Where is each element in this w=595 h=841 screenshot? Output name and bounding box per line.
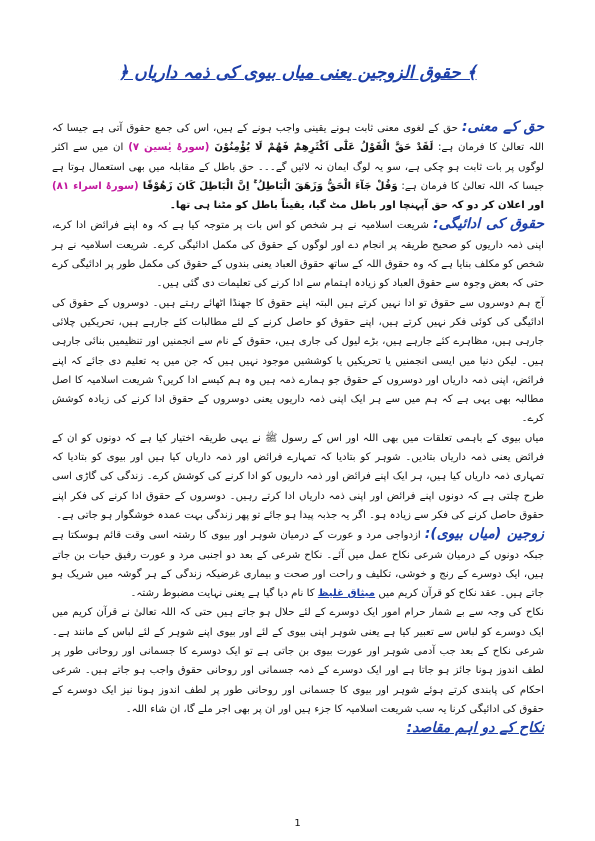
- paragraph-demands: آج ہم دوسروں سے حقوق تو ادا نہیں کرتے ہیں البتہ اپنے حقوق کا جھنڈا اٹھائے رہتے ہیں۔ دوسروں کے حقوق کی ادائیگی کی کوئی فکر نہیں کرتے ہیں، اپنے حقوق کو حاصل کرنے کے لئے مطالبات کئے جارہے ہیں، تحریکیں چلائی جارہی ہیں، مظاہرے کئے جارہے ہیں، بڑے لیول کی جاری ہیں، حقوق کے نام سے انجمنیں اور تنظیمیں بنائی جارہی ہیں۔ لیکن دنیا میں ایسی انجمنیں یا تحریکیں یا کوششیں موجود نہیں ہیں کہ جن میں یہ تعلیم دی جائے کہ اپنے فرائض، اپنی ذمہ داریاں اور دوسروں کے حقوق جو ہمارے ذمہ ہیں وہ ہم کیسے ادا کریں؟ شریعت اسلامیہ کا اصل مطالبہ بھی یہی ہے کہ ہم میں سے ہر ایک اپنی ذمہ داریوں یعنی دوسروں کے حقوق ادا کرنے کی زیادہ کوشش کرے۔: [52, 297, 544, 425]
- paragraph-text: شریعت اسلامیہ نے ہر شخص کو اس بات پر متوجہ کیا ہے کہ وہ اپنے فرائض ادا کرے، اپنی ذمہ داریوں کو صحیح طریقہ پر انجام دے اور لوگوں کے حقوق کی مکمل ادائیگی کرے۔ شریعت اسلامیہ نے ہر شخص کو مکلف بنایا ہے کہ وہ حقوق اللہ کے ساتھ حقوق العباد یعنی بندوں کے حقوق کی مکمل طور پر ادائیگی کرے حتی کہ بعض وجوہ سے حقوق العباد کو زیادہ اہتمام سے ادا کرنے کی تعلیمات دی گئی ہیں۔: [52, 220, 544, 290]
- heading-purposes-of-nikah: نکاح کے دو اہم مقاصد:: [406, 720, 544, 737]
- page-number: 1: [294, 818, 301, 829]
- verse-reference: (سورۂ اسراء ۸۱): [52, 180, 143, 192]
- paragraph-text: اور اعلان کر دو کہ حق آپہنچا اور باطل مٹ گیا، یقیناً باطل کو مٹنا ہی تھا۔: [169, 200, 544, 212]
- quran-verse: لَقَدْ حَقَّ الْقَوْلُ عَلٰٓى اَكْثَرِهِمْ فَهُمْ لَا يُؤْمِنُوْنَ: [214, 142, 434, 154]
- heading-spouses: زوجین (میاں بیوی):: [424, 526, 544, 543]
- paragraph-nikah: نکاح کی وجہ سے بے شمار حرام امور ایک دوسرے کے لئے حلال ہو جاتے ہیں حتی کہ اللہ تعالیٰ نے قرآن کریم میں ایک دوسرے کو لباس سے تعبیر کیا ہے یعنی شوہر اپنی بیوی کے لئے اور بیوی اپنے شوہر کے لئے لباس کے مانند ہے۔ شرعی نکاح کے بعد جب آدمی شوہر اور عورت بیوی بن جاتی ہے تو ایک دوسرے کا جسمانی اور روحانی طور پر لطف اندوز ہونا جائز ہو جاتا ہے اور ایک دوسرے کے ذمہ جسمانی اور روحانی حقوق واجب ہو جاتے ہیں۔ شرعی احکام کی پابندی کرتے ہوئے شوہر اور بیوی کا جسمانی اور روحانی طور پر لطف اندوز ہونا نیز ایک دوسرے کے حقوق کی ادائیگی کرنا یہ سب شریعت اسلامیہ کا جزء ہیں اور ان پر بھی اجر ملے گا، ان شاء اللہ۔: [52, 607, 544, 715]
- paragraph-spouse-relations: میاں بیوی کے باہمی تعلقات میں بھی اللہ اور اس کے رسول ﷺ نے یہی طریقہ اختیار کیا ہے کہ دونوں کو ان کے فرائض یعنی ذمہ داریاں بتادیں۔ شوہر کو بتادیا کہ تمہارے فرائض اور ذمہ داریاں کیا ہیں اور بیوی کو بتادیا کہ تمہاری ذمہ داریاں کیا ہیں، ہر ایک اپنے فرائض اور ذمہ داریوں کو ادا کرنے کی کوشش کرے۔ زندگی کی گاڑی اسی طرح چلتی ہے کہ دونوں اپنے فرائض اور اپنی ذمہ داریاں ادا کرتے رہیں۔ دوسروں کے حقوق ادا کرنے کی فکر اپنے حقوق حاصل کرنے کی فکر سے زیادہ ہو۔ اگر یہ جذبہ پیدا ہو جائے تو پھر زندگی بہت عمدہ خوشگوار ہو جاتی ہے۔: [52, 432, 544, 521]
- page-title: ﴾ حقوق الزوجین یعنی میاں بیوی کی ذمہ داریاں ﴿: [118, 63, 477, 83]
- paragraph-meaning-of-haq: [52, 118, 544, 215]
- document-body: [52, 118, 544, 740]
- paragraph-spouses: [52, 525, 544, 603]
- quran-verse: وَقُلْ جَآءَ الْحَقُّ وَزَهَقَ الْبَاطِلُ ۚ اِنَّ الْبَاطِلَ كَانَ زَهُوْقًا: [142, 180, 398, 192]
- section-heading-purposes: [52, 719, 544, 739]
- paragraph-text: کا نام دیا گیا ہے یعنی نہایت مضبوط رشتہ۔: [130, 588, 318, 600]
- paragraph-text: ازدواجی مرد و عورت کے درمیان شوہر اور بیوی کا رشتہ اسی وقت قائم ہوسکتا ہے جبکہ دونوں کے درمیان شرعی نکاح عمل میں آئے۔ نکاح شرعی کے بعد دو اجنبی مرد و عورت رفیق حیات بن جاتے ہیں، ایک دوسرے کے رنج و خوشی، تکلیف و راحت اور صحت و بیماری غرضیکہ زندگی کے ہر گوشہ میں شریک ہو جاتے ہیں۔ عقد نکاح کو قرآن کریم میں: [52, 530, 544, 600]
- paragraph-fulfilling-rights: [52, 215, 544, 293]
- heading-meaning-of-haq: حق کے معنی:: [461, 119, 544, 135]
- verse-reference: (سورۂ یٰسین ۷): [123, 142, 215, 154]
- paragraph-text: ان میں سے اکثر لوگوں پر بات ثابت ہو چکی ہے، سو یہ لوگ ایمان نہ لائیں گے۔۔۔ حق باطل کے مقابلہ میں بھی استعمال ہوتا ہے جیسا کہ اللہ تعالیٰ کا فرمان ہے:: [52, 142, 544, 192]
- highlighted-term: میثاق غلیظ: [317, 588, 376, 600]
- heading-fulfilling-rights: حقوق کی ادائیگی:: [433, 216, 545, 233]
- paragraph-text: حق کے لغوی معنی ثابت ہونے یقینی واجب ہونے کے ہیں، اس کی جمع حقوق آتی ہے جیسا کہ اللہ تعالیٰ کا فرمان ہے:: [52, 123, 544, 154]
